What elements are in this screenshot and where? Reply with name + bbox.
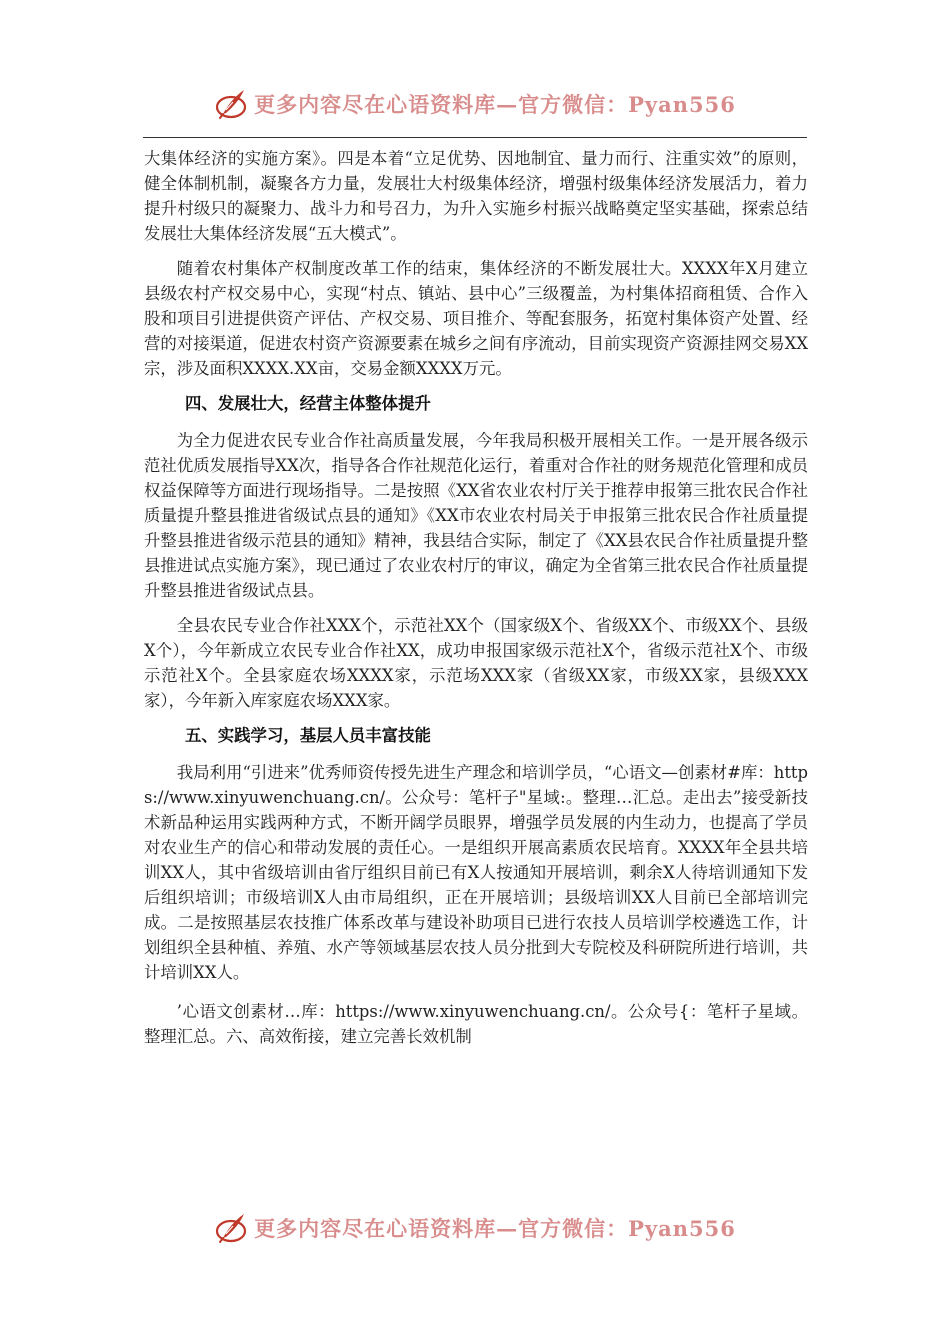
paragraph-cooperatives: 为全力促进农民专业合作社高质量发展，今年我局积极开展相关工作。一是开展各级示范社优质发展指导XX次，指导各合作社规范化运行，着重对合作社的财务规范化管理和成员权益保障等方面进行现场指导。二是按照《XX省农业农村厅关于推荐申报第三批农民合作社质量提升整县推进省级试点县的通知》《XX市农业农村局关于申报第三批农民合作社质量提升整县推进省级示范县的通知》精神，我县结合实际，制定了《XX县农民合作社质量提升整县推进试点实施方案》，现已通过了农业农村厅的审议，确定为全省第三批农民合作社质量提升整县推进省级试点县。 bbox=[144, 431, 808, 600]
paragraph-cooperative-stats: 全县农民专业合作社XXX个，示范社XX个（国家级X个、省级XX个、市级XX个、县级X个），今年新成立农民专业合作社XX，成功申报国家级示范社X个，省级示范社X个、市级示范社X个。全县家庭农场XXXX家，示范场XXX家（省级XX家，市级XX家，县级XXX家），今年新入库家庭农场XXX家。 bbox=[144, 616, 808, 710]
paragraph-continued: 大集体经济的实施方案》。四是本着“立足优势、因地制宜、量力而行、注重实效”的原则，健全体制机制，凝聚各方力量，发展壮大村级集体经济，增强村级集体经济发展活力，着力提升村级只的凝聚力、战斗力和号召力，为升入实施乡村振兴战略奠定坚实基础，探索总结发展壮大集体经济发展“五大模式”。 bbox=[144, 149, 808, 243]
section-heading-4: 四、发展壮大，经营主体整体提升 bbox=[185, 394, 431, 413]
header-banner-text: 更多内容尽在心语资料库—官方微信：Pyan556 bbox=[254, 92, 736, 117]
quill-logo-icon bbox=[214, 87, 248, 121]
paragraph-property-exchange: 随着农村集体产权制度改革工作的结束，集体经济的不断发展壮大。XXXX年X月建立县级农村产权交易中心，实现“村点、镇站、县中心”三级覆盖，为村集体招商租赁、合作入股和项目引进提供资产评估、产权交易、项目推介、等配套服务，拓宽村集体资产处置、经营的对接渠道，促进农村资产资源要素在城乡之间有序流动，目前实现资产资源挂网交易XX宗，涉及面积XXXX.XX亩，交易金额XXXX万元。 bbox=[144, 259, 808, 378]
section-heading-5: 五、实践学习，基层人员丰富技能 bbox=[185, 726, 431, 745]
footer-banner bbox=[0, 1206, 950, 1250]
paragraph-training: 我局利用“引进来”优秀师资传授先进生产理念和培训学员，“心语文—创素材#库：https://www.xinyuwenchuang.cn/。公众号：笔杆子"星域:。整理…汇总。走出去”接受新技术新品种运用实践两种方式，不断开阔学员眼界，增强学员发展的内生动力，也提高了学员对农业生产的信心和带动发展的责任心。一是组织开展高素质农民培育。XXXX年全县共培训XX人，其中省级培训由省厅组织目前已有X人按通知开展培训，剩余X人待培训通知下发后组织培训；市级培训X人由市局组织，正在开展培训；县级培训XX人目前已全部培训完成。二是按照基层农技推广体系改革与建设补助项目已进行农技人员培训学校遴选工作，计划组织全县种植、养殖、水产等领域基层农技人员分批到大专院校及科研院所进行培训，共计培训XX人。 bbox=[144, 763, 808, 982]
paragraph-source-note: ’心语文创素材…库：https://www.xinyuwenchuang.cn/。公众号{：笔杆子星域。整理汇总。六、高效衔接，建立完善长效机制 bbox=[144, 1002, 808, 1046]
document-body bbox=[144, 146, 808, 1059]
footer-banner-text: 更多内容尽在心语资料库—官方微信：Pyan556 bbox=[254, 1216, 736, 1241]
header-divider bbox=[143, 137, 807, 138]
header-banner bbox=[0, 82, 950, 126]
quill-logo-icon bbox=[214, 1211, 248, 1245]
